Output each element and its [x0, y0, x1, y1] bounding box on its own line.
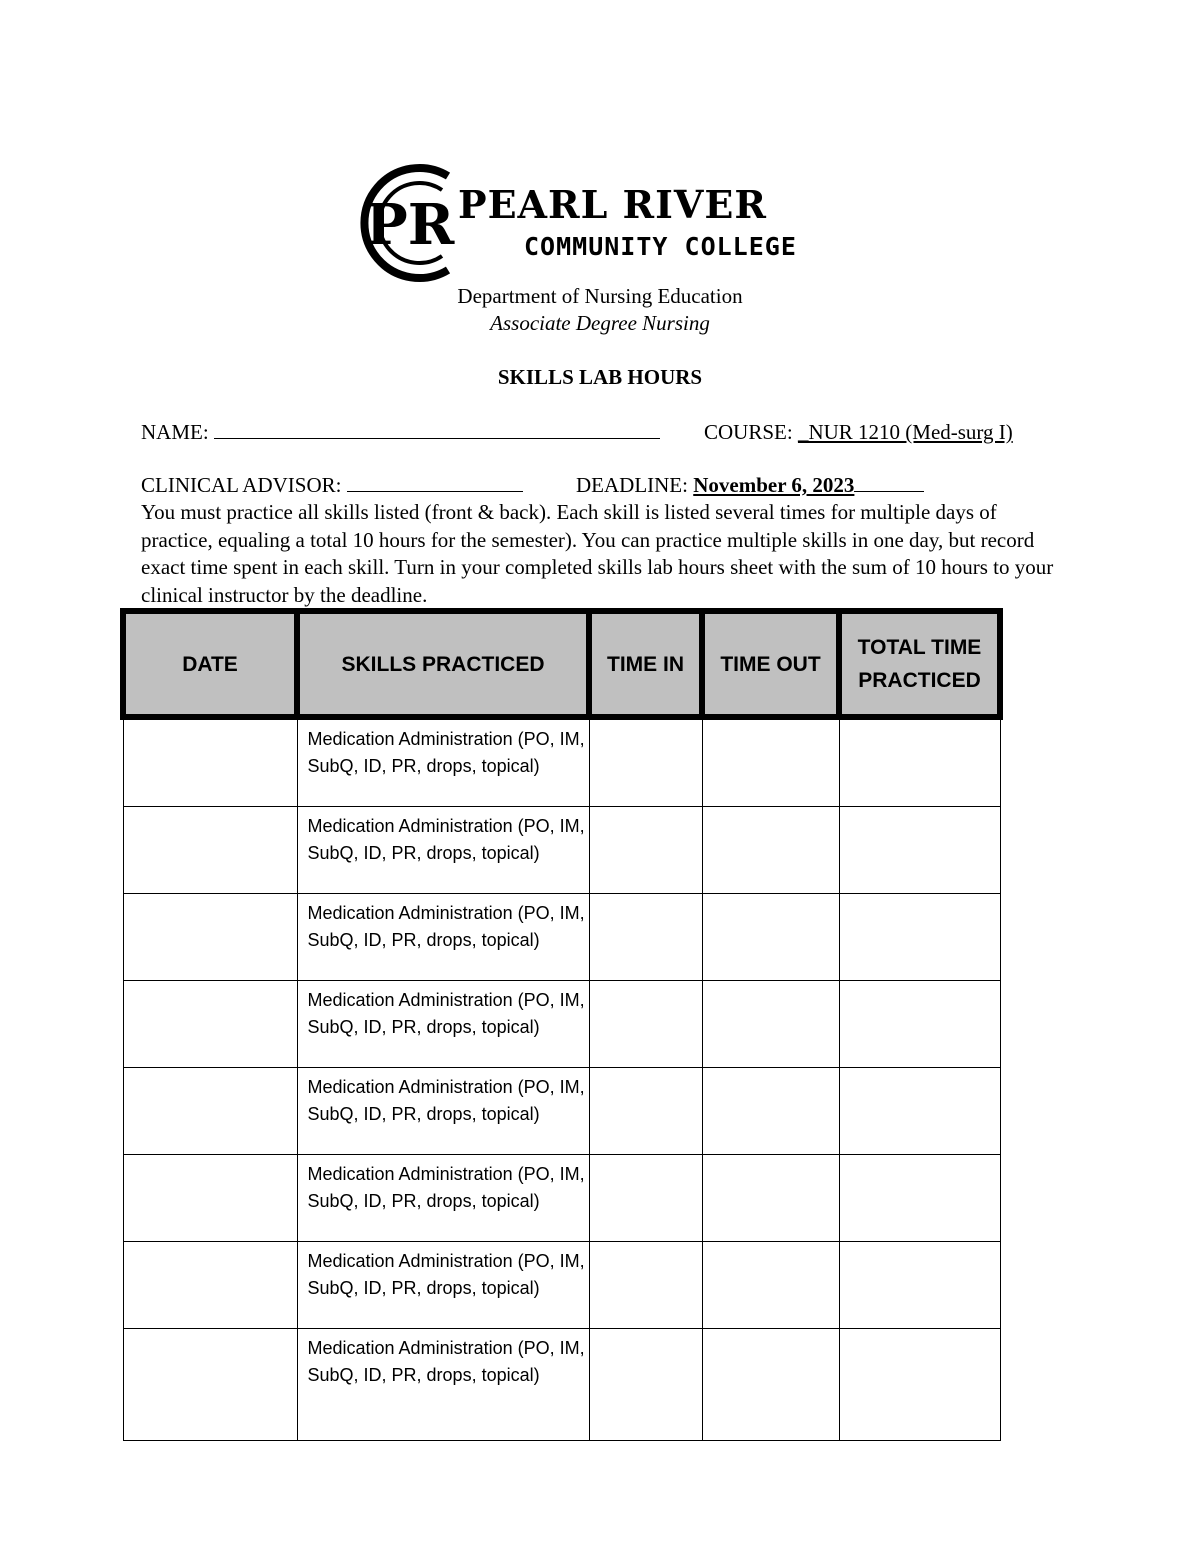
time-out-cell[interactable]: [702, 981, 839, 1068]
table-row: [123, 807, 1000, 894]
table-header-row: [123, 611, 1000, 717]
column-header-total-time-practiced: TOTAL TIME PRACTICED: [839, 611, 1000, 717]
name-label: NAME:: [141, 420, 209, 444]
total-time-cell[interactable]: [839, 1068, 1000, 1155]
table-row: [123, 894, 1000, 981]
column-header-time-out: TIME OUT: [702, 611, 839, 717]
date-cell[interactable]: [123, 1242, 297, 1329]
course-value: _NUR 1210 (Med-surg I): [797, 420, 1013, 444]
skill-cell: Medication Administration (PO, IM, SubQ, ID, PR, drops, topical): [297, 1242, 589, 1329]
total-time-cell[interactable]: [839, 981, 1000, 1068]
skill-cell: Medication Administration (PO, IM, SubQ, ID, PR, drops, topical): [297, 807, 589, 894]
skill-cell: Medication Administration (PO, IM, SubQ, ID, PR, drops, topical): [297, 981, 589, 1068]
form-title: SKILLS LAB HOURS: [497, 365, 703, 389]
time-in-cell[interactable]: [589, 1155, 702, 1242]
time-in-cell[interactable]: [589, 717, 702, 807]
time-out-cell[interactable]: [702, 717, 839, 807]
time-out-cell[interactable]: [702, 1155, 839, 1242]
time-in-cell[interactable]: [589, 1242, 702, 1329]
skill-cell: Medication Administration (PO, IM, SubQ, ID, PR, drops, topical): [297, 1155, 589, 1242]
date-cell[interactable]: [123, 894, 297, 981]
logo-title: PEARL RIVER: [458, 182, 767, 227]
date-cell[interactable]: [123, 807, 297, 894]
time-in-cell[interactable]: [589, 894, 702, 981]
table-row: [123, 1242, 1000, 1329]
total-time-cell[interactable]: [839, 1242, 1000, 1329]
deadline-underline: [854, 473, 924, 492]
total-time-cell[interactable]: [839, 1329, 1000, 1441]
time-in-cell[interactable]: [589, 807, 702, 894]
time-out-cell[interactable]: [702, 1068, 839, 1155]
clinical-advisor-input[interactable]: [347, 473, 523, 492]
skills-lab-hours-table: [120, 608, 1003, 1441]
date-cell[interactable]: [123, 1068, 297, 1155]
total-time-cell[interactable]: [839, 894, 1000, 981]
total-time-cell[interactable]: [839, 1155, 1000, 1242]
time-out-cell[interactable]: [702, 1242, 839, 1329]
total-time-cell[interactable]: [839, 717, 1000, 807]
time-in-cell[interactable]: [589, 981, 702, 1068]
skill-cell: Medication Administration (PO, IM, SubQ, ID, PR, drops, topical): [297, 717, 589, 807]
time-out-cell[interactable]: [702, 807, 839, 894]
skill-cell: Medication Administration (PO, IM, SubQ, ID, PR, drops, topical): [297, 894, 589, 981]
clinical-advisor-field: [141, 473, 523, 498]
skill-cell: Medication Administration (PO, IM, SubQ, ID, PR, drops, topical): [297, 1068, 589, 1155]
date-cell[interactable]: [123, 1329, 297, 1441]
total-time-cell[interactable]: [839, 807, 1000, 894]
time-in-cell[interactable]: [589, 1329, 702, 1441]
skill-cell: Medication Administration (PO, IM, SubQ, ID, PR, drops, topical): [297, 1329, 589, 1441]
college-seal-icon: [348, 160, 474, 286]
name-input[interactable]: [214, 420, 660, 439]
table-row: [123, 1068, 1000, 1155]
department-heading: Department of Nursing Education: [457, 284, 743, 308]
time-out-cell[interactable]: [702, 1329, 839, 1441]
time-in-cell[interactable]: [589, 1068, 702, 1155]
deadline-label: DEADLINE:: [576, 473, 688, 497]
college-logo: [348, 160, 858, 286]
table-row: [123, 1155, 1000, 1242]
date-cell[interactable]: [123, 717, 297, 807]
deadline-field: [576, 473, 924, 498]
program-heading: Associate Degree Nursing: [490, 311, 710, 335]
table-row: [123, 1329, 1000, 1441]
date-cell[interactable]: [123, 1155, 297, 1242]
logo-subtitle: COMMUNITY COLLEGE: [524, 232, 797, 261]
course-field: [704, 420, 1013, 445]
time-out-cell[interactable]: [702, 894, 839, 981]
course-label: COURSE:: [704, 420, 793, 444]
instructions-paragraph: You must practice all skills listed (front & back). Each skill is listed several times for multiple days of practice, equaling a total 10 hours for the semester). You can practice multiple skills in one day, but record exact time spent in each skill. Turn in your completed skills lab hours sheet with the sum of 10 hours to your clinical instructor by the deadline.: [141, 500, 1054, 607]
clinical-advisor-label: CLINICAL ADVISOR:: [141, 473, 342, 497]
deadline-value: November 6, 2023: [693, 473, 855, 497]
svg-text:PR: PR: [365, 192, 455, 258]
column-header-skills-practiced: SKILLS PRACTICED: [297, 611, 589, 717]
name-field: [141, 420, 660, 445]
column-header-date: DATE: [123, 611, 297, 717]
column-header-time-in: TIME IN: [589, 611, 702, 717]
table-row: [123, 981, 1000, 1068]
table-row: [123, 717, 1000, 807]
date-cell[interactable]: [123, 981, 297, 1068]
